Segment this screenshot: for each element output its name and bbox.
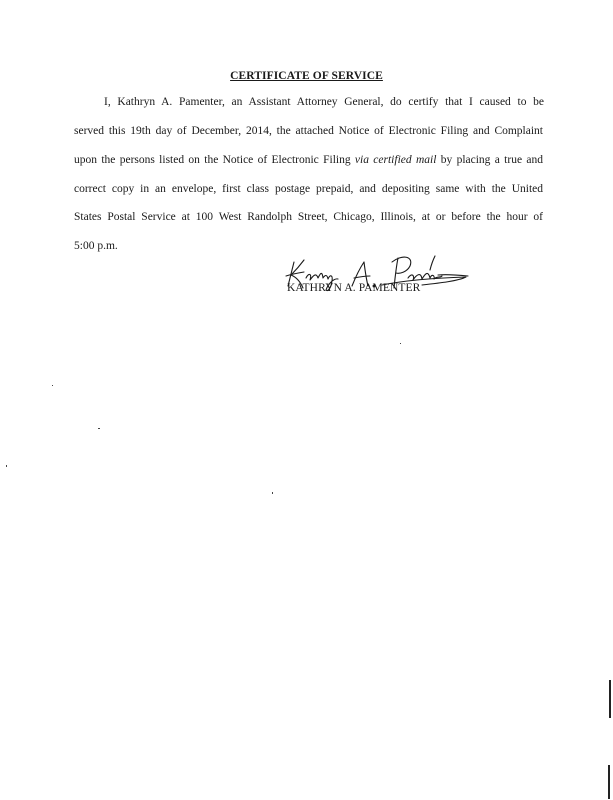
body-line-3 xyxy=(74,154,543,166)
scan-speck xyxy=(52,385,53,386)
certificate-title: CERTIFICATE OF SERVICE xyxy=(230,70,383,82)
body-line-3-start: upon the persons listed on the Notice of Electronic Filing xyxy=(74,154,355,166)
scan-speck xyxy=(98,428,100,429)
via-certified-mail-text: via certified mail xyxy=(354,154,437,166)
body-line-4: correct copy in an envelope, first class postage prepaid, and depositing same with the United xyxy=(74,183,543,195)
body-line-1: I, Kathryn A. Pamenter, an Assistant Attorney General, do certify that I caused to be xyxy=(104,96,544,108)
body-line-2: served this 19th day of December, 2014, the attached Notice of Electronic Filing and Complaint xyxy=(74,125,543,137)
body-line-3-end: by placing a true and xyxy=(436,154,543,166)
signer-name: KATHRYN A. PAMENTER xyxy=(287,282,421,294)
scan-edge-mark xyxy=(608,765,610,799)
scan-edge-mark xyxy=(609,680,611,718)
body-line-5: States Postal Service at 100 West Randolph Street, Chicago, Illinois, at or before the hour of xyxy=(74,211,543,223)
scan-speck xyxy=(400,343,401,344)
scan-speck xyxy=(272,492,273,494)
scan-speck xyxy=(6,465,7,467)
body-line-6: 5:00 p.m. xyxy=(74,240,118,252)
